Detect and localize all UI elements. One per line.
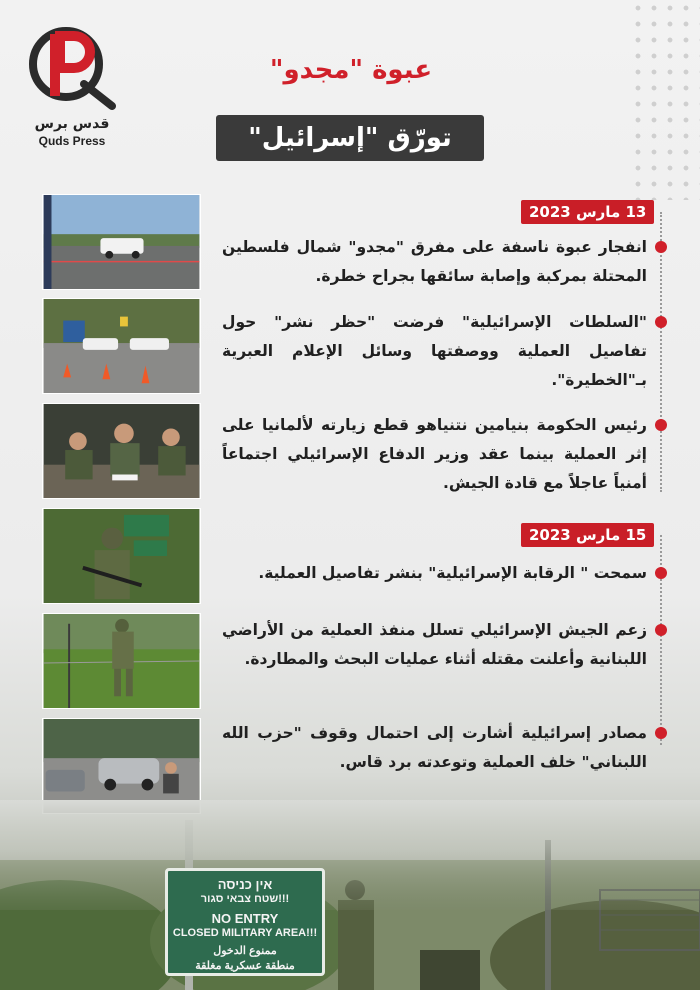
date-badge-2: 15 مارس 2023 [521,523,654,547]
photo-police-checkpoint [42,298,201,394]
page-title: عبوة "مجدو" [269,55,433,85]
timeline-entry-6: مصادر إسرائيلية أشارت إلى احتمال وقوف "حزب الله اللبناني" خلف العملية وتوعدته برد قاس. [222,724,647,771]
photo-soldier-with-rifle [42,508,201,604]
logo-arabic-text: قدس برس [34,116,110,132]
sign-english-line-2: CLOSED MILITARY AREA!!! [172,927,318,939]
timeline-dot [655,419,667,431]
soldier-with-rifle-icon [43,509,200,603]
timeline-line-1 [660,212,662,492]
police-checkpoint-icon [43,299,200,393]
timeline-dot [655,727,667,739]
timeline-entry-4: سمحت " الرقابة الإسرائيلية" بنشر تفاصيل العملية. [258,564,647,582]
timeline-dot [655,567,667,579]
sign-hebrew-line-1: אין כניסה [217,877,273,892]
car-at-junction-icon [43,195,200,289]
sign-hebrew-line-2: שטח צבאי סגור!!! [200,893,290,905]
photo-car-at-junction [42,194,201,290]
timeline-dot [655,241,667,253]
border-scene-illustration [0,800,700,990]
photo-security-meeting [42,403,201,499]
page-subtitle: تورّق "إسرائيل" [216,115,484,161]
sign-arabic-line-1: ممنوع الدخول [213,945,277,957]
decorative-dot-grid [630,0,700,200]
soldier-at-fence-icon [43,614,200,708]
damaged-cars-icon [43,719,200,813]
timeline-dot [655,624,667,636]
timeline-entry-5: زعم الجيش الإسرائيلي تسلل منفذ العملية من الأراضي اللبنانية وأعلنت مقتله أثناء عمليات البحث والمطاردة. [222,621,647,668]
no-entry-sign [165,868,325,976]
timeline-entry-2: "السلطات الإسرائيلية" فرضت "حظر نشر" حول تفاصيل العملية ووصفتها وسائل الإعلام العبرية بـ"الخطيرة". [222,313,647,389]
security-meeting-icon [43,404,200,498]
sign-english-line-1: NO ENTRY [211,911,279,926]
timeline-entry-1: انفجار عبوة ناسفة على مفرق "مجدو" شمال فلسطين المحتلة بمركبة وإصابة سائقها بجراح خطرة. [222,238,647,285]
quds-press-logo[interactable] [22,22,122,152]
date-badge-1: 13 مارس 2023 [521,200,654,224]
logo-english-text: Quds Press [38,134,106,148]
timeline-dot [655,316,667,328]
timeline-entry-3: رئيس الحكومة بنيامين نتنياهو قطع زيارته لألمانيا على إثر العملية بينما عقد وزير الدفاع الإسرائيلي اجتماعاً أمنياً عاجلاً مع قادة الجيش. [222,416,647,492]
photo-soldier-at-fence [42,613,201,709]
sign-arabic-line-2: منطقة عسكرية مغلقة [195,960,295,972]
qp-logo-icon [26,22,116,112]
